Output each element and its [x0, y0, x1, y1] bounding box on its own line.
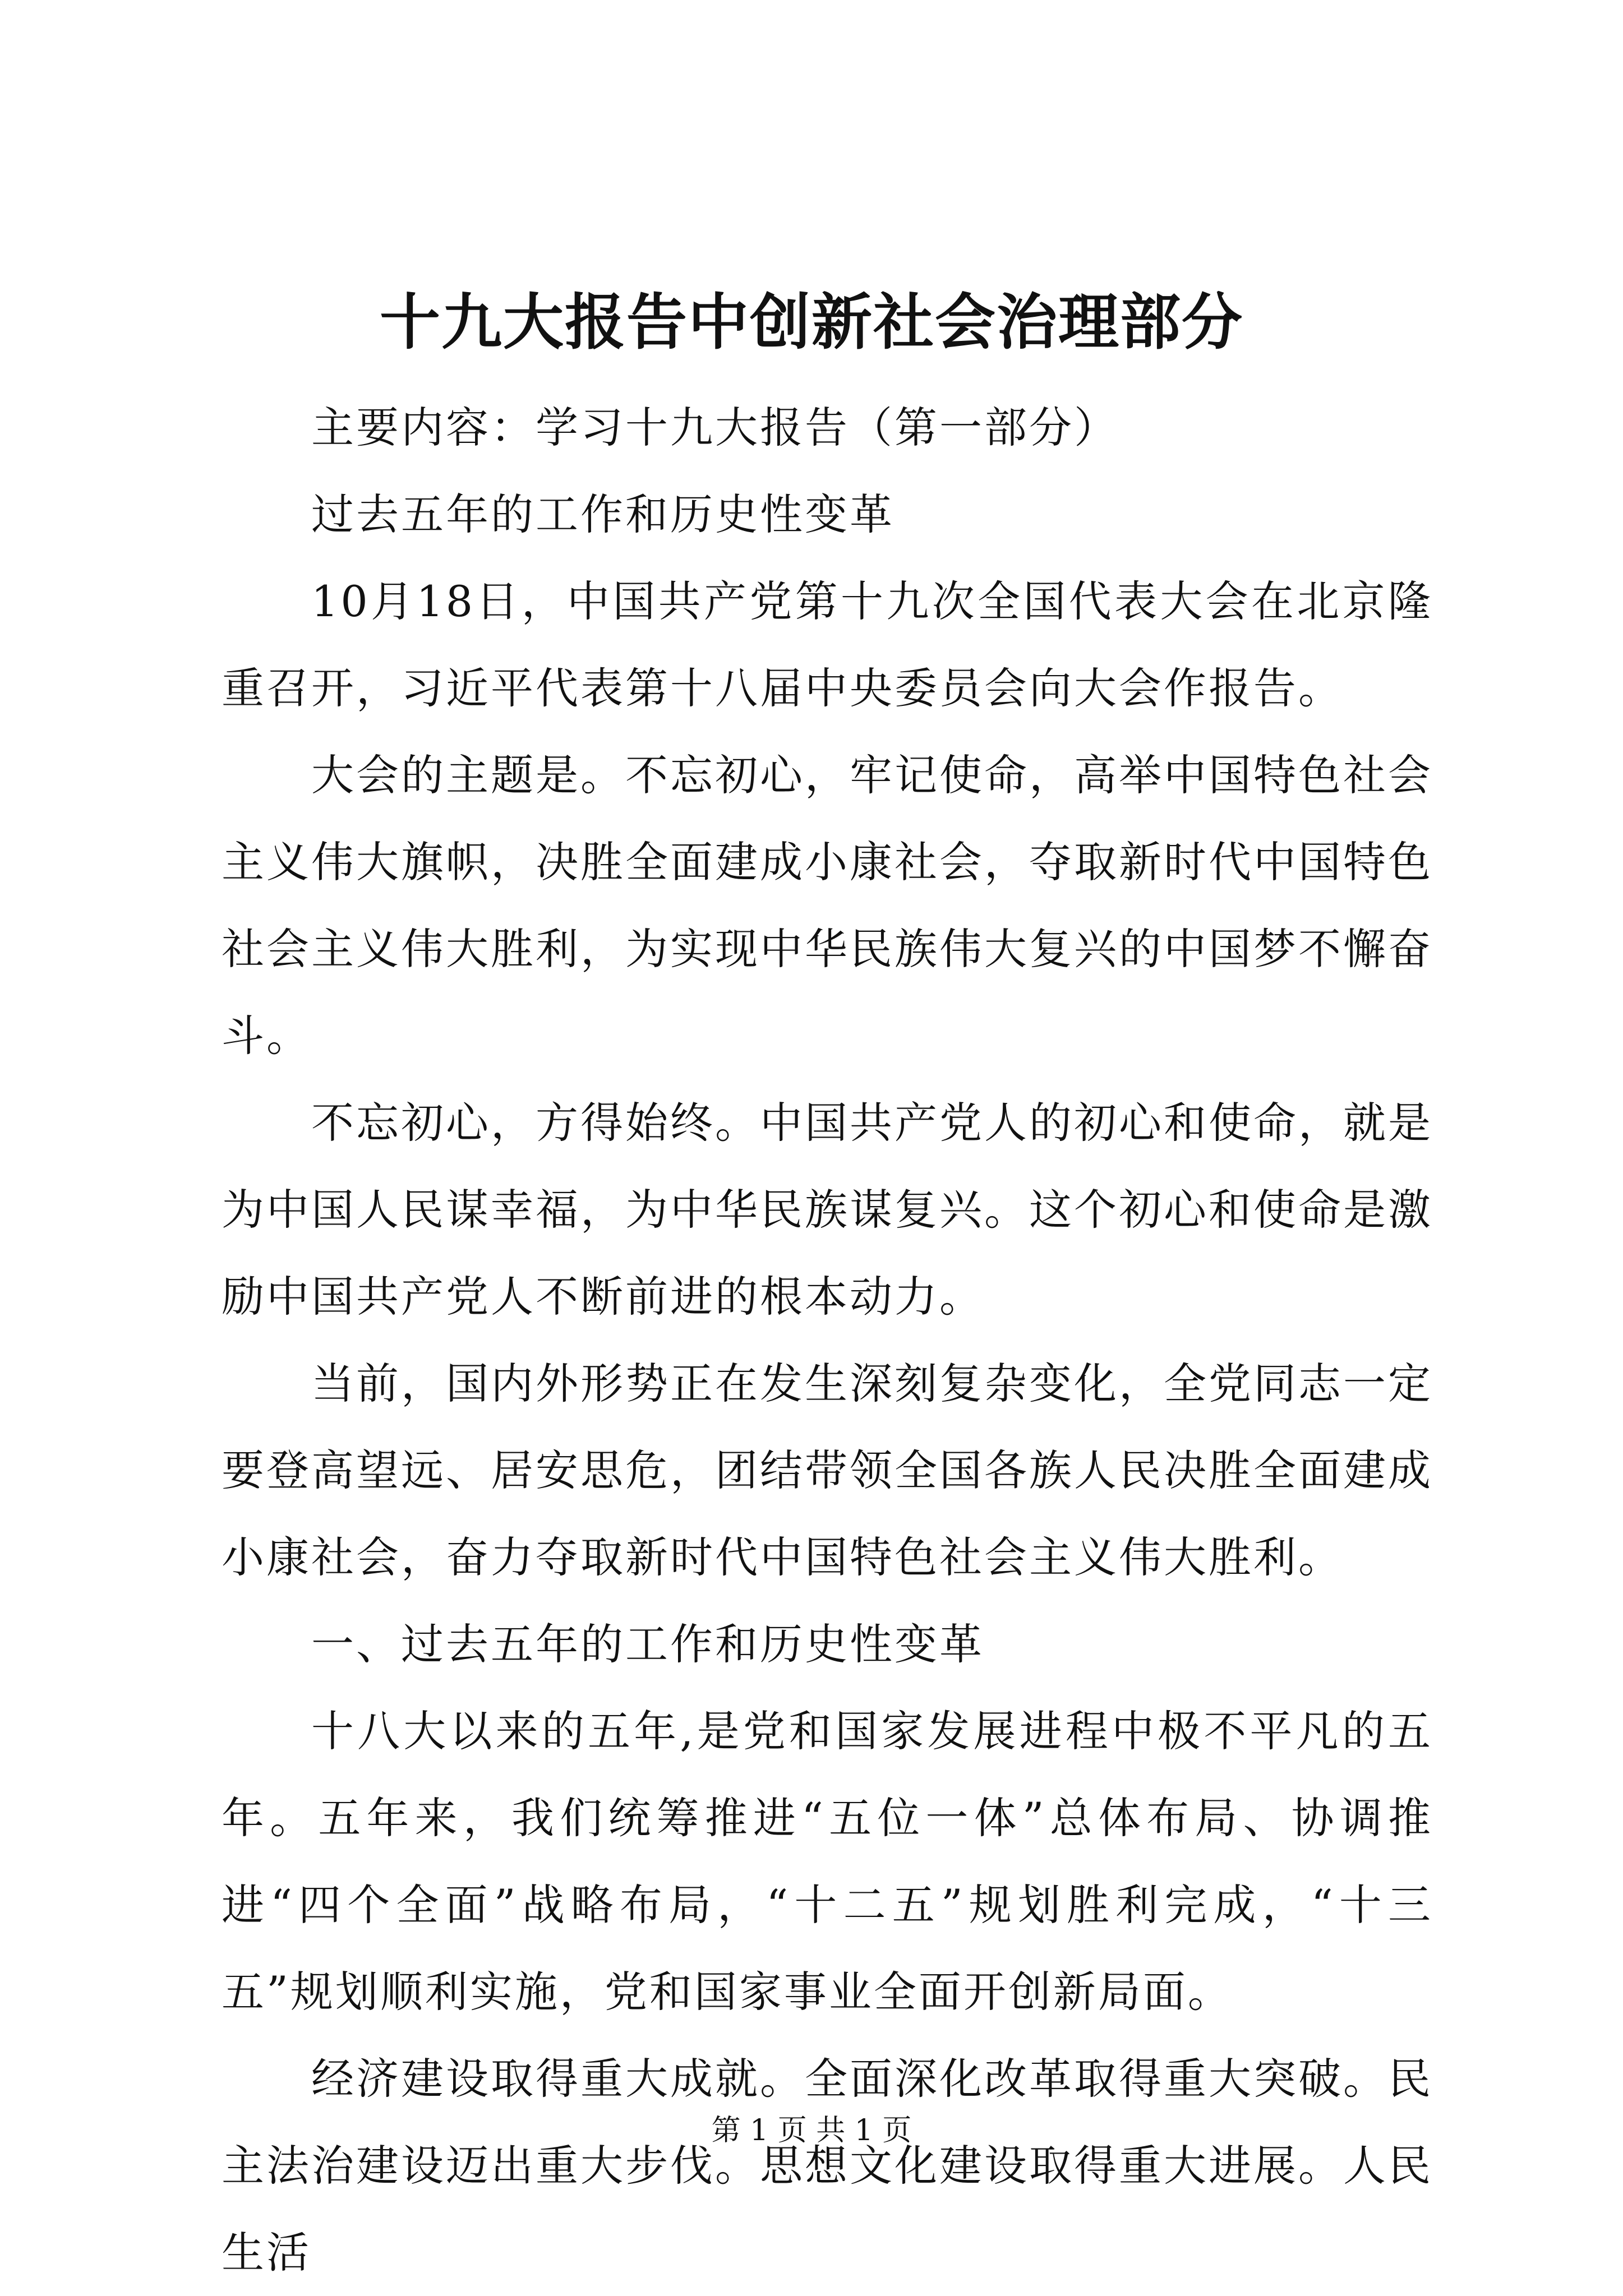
- page-footer: 第 1 页 共 1 页: [711, 2114, 912, 2147]
- document-title: 十九大报告中创新社会治理部分: [379, 287, 1243, 358]
- paragraph-current-situation: 当前，国内外形势正在发生深刻复杂变化，全党同志一定要登高望远、居安思危，团结带领全国各族人民决胜全面建成小康社会，奋力夺取新时代中国特色社会主义伟大胜利。: [222, 1359, 1433, 1582]
- paragraph-original-aspiration: 不忘初心，方得始终。中国共产党人的初心和使命，就是为中国人民谋幸福，为中华民族谋复兴。这个初心和使命是激励中国共产党人不断前进的根本动力。: [222, 1098, 1433, 1322]
- paragraph-part-one-heading: 一、过去五年的工作和历史性变革: [311, 1619, 984, 1669]
- paragraph-achievements: 经济建设取得重大成就。全面深化改革取得重大突破。民主法治建设迈出重大步伐。思想文化建设取得重大进展。人民生活: [222, 2054, 1433, 2277]
- document-body: [222, 384, 1433, 2296]
- paragraph-congress-theme: 大会的主题是。不忘初心，牢记使命，高举中国特色社会主义伟大旗帜，决胜全面建成小康社会，夺取新时代中国特色社会主义伟大胜利，为实现中华民族伟大复兴的中国梦不懈奋斗。: [222, 750, 1433, 1061]
- paragraph-congress-opening: 10月18日，中国共产党第十九次全国代表大会在北京隆重召开，习近平代表第十八届中央委员会向大会作报告。: [222, 576, 1433, 713]
- paragraph-main-content: 主要内容：学习十九大报告（第一部分）: [311, 403, 1119, 452]
- paragraph-section-heading: 过去五年的工作和历史性变革: [311, 489, 895, 539]
- paragraph-five-years: 十八大以来的五年,是党和国家发展进程中极不平凡的五年。五年来，我们统筹推进“五位一体”总体布局、协调推进“四个全面”战略布局，“十二五”规划胜利完成，“十三五”规划顺利实施，党和国家事业全面开创新局面。: [222, 1706, 1433, 2017]
